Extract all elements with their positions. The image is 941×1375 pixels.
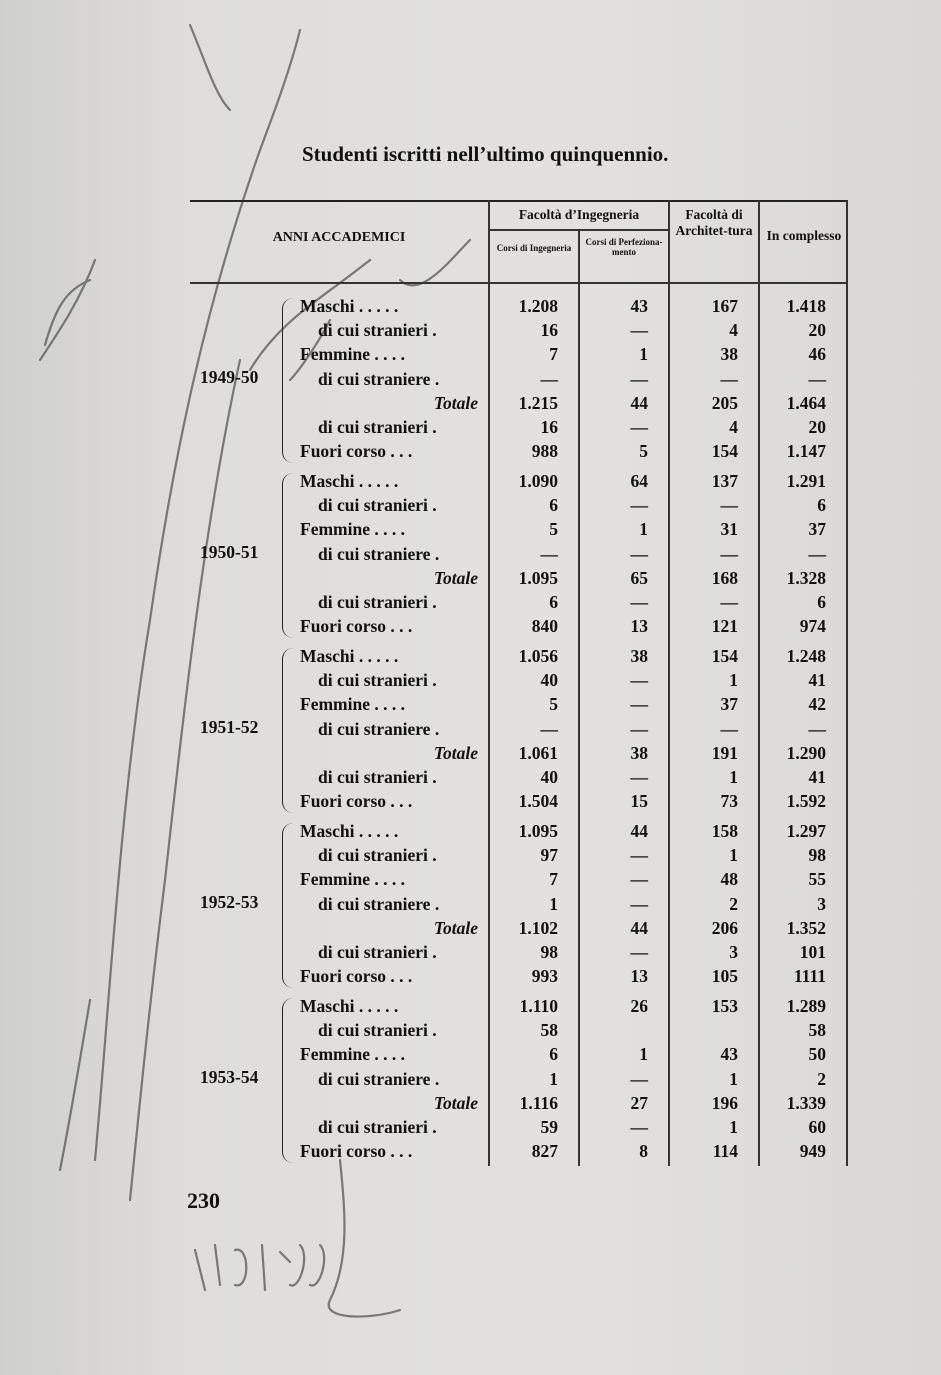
cell-c3: 73 — [720, 791, 738, 812]
cell-c1: 1.504 — [518, 791, 558, 812]
table-row — [0, 344, 941, 368]
cell-c2: 1 — [639, 1044, 648, 1065]
cell-c2: — — [630, 495, 648, 516]
row-label: di cui stranieri . — [318, 1020, 437, 1041]
row-label: Maschi . . . . . — [300, 471, 399, 491]
cell-c4: — — [808, 718, 826, 739]
cell-c3: 168 — [711, 567, 738, 588]
table-row — [0, 568, 941, 592]
cell-c2: — — [630, 718, 648, 739]
cell-c4: 1.339 — [786, 1092, 826, 1113]
table-row — [0, 942, 941, 966]
cell-c3: 1 — [729, 1068, 738, 1089]
table-row — [0, 743, 941, 767]
cell-c1: 16 — [540, 417, 558, 437]
cell-c4: 1.291 — [786, 471, 826, 491]
cell-c1: 98 — [540, 942, 558, 962]
row-label: Fuori corso . . . — [300, 1141, 413, 1162]
cell-c2: 26 — [630, 996, 648, 1016]
cell-c3: 1 — [729, 845, 738, 866]
cell-c1: 1.102 — [518, 917, 558, 938]
cell-c1: 1.110 — [519, 996, 558, 1016]
table-row — [0, 646, 941, 670]
table-row — [0, 966, 941, 990]
table-row — [0, 1117, 941, 1141]
cell-c4: 20 — [808, 320, 826, 341]
table-row — [0, 1093, 941, 1117]
table-row — [0, 1020, 941, 1044]
row-label: di cui stranieri . — [318, 767, 437, 787]
cell-c1: 7 — [549, 344, 558, 365]
cell-c4: — — [808, 543, 826, 564]
cell-c2: 1 — [639, 519, 648, 540]
cell-c4: 1.592 — [786, 791, 826, 812]
cell-c1: — — [540, 718, 558, 739]
cell-c3: 114 — [712, 1141, 738, 1162]
row-label: di cui straniere . — [318, 368, 440, 389]
row-label: Femmine . . . . — [300, 344, 405, 365]
row-label: Maschi . . . . . — [300, 646, 399, 666]
cell-c4: 37 — [808, 519, 826, 540]
row-label: Fuori corso . . . — [300, 966, 413, 987]
cell-c2: — — [630, 417, 648, 437]
row-label: Maschi . . . . . — [300, 821, 399, 841]
cell-c3: 48 — [720, 869, 738, 890]
cell-c4: 1.418 — [786, 296, 826, 316]
table-row — [0, 1066, 941, 1093]
table-row — [0, 366, 941, 393]
table-row — [0, 1141, 941, 1165]
table-row — [0, 845, 941, 869]
cell-c3: 4 — [729, 417, 738, 437]
cell-c3: 31 — [720, 519, 738, 540]
cell-c3: 2 — [729, 893, 738, 914]
cell-c1: 993 — [531, 966, 558, 987]
cell-c1: 1 — [549, 893, 558, 914]
row-label: di cui stranieri . — [318, 942, 437, 962]
cell-c3: 1 — [729, 767, 738, 787]
cell-c2: 43 — [630, 296, 648, 316]
table-row — [0, 616, 941, 640]
row-label: Totale — [433, 742, 478, 763]
cell-c4: 949 — [799, 1141, 826, 1162]
cell-c2: 8 — [639, 1141, 648, 1162]
cell-c4: 1111 — [793, 966, 826, 987]
cell-c2: — — [630, 694, 648, 715]
row-label: di cui straniere . — [318, 543, 440, 564]
cell-c2: — — [630, 592, 648, 612]
academic-year: 1953-54 — [200, 1066, 259, 1087]
cell-c1: 6 — [549, 1044, 558, 1065]
cell-c2: — — [630, 767, 648, 787]
row-label: Maschi . . . . . — [300, 996, 399, 1016]
cell-c4: 1.352 — [786, 917, 826, 938]
row-label: Totale — [433, 917, 478, 938]
cell-c1: 5 — [549, 519, 558, 540]
cell-c2: 65 — [630, 567, 648, 588]
cell-c4: 1.297 — [786, 821, 826, 841]
table-row — [0, 716, 941, 743]
table-row — [0, 869, 941, 893]
row-label: di cui straniere . — [318, 718, 440, 739]
row-label: Totale — [433, 567, 478, 588]
table-row — [0, 767, 941, 791]
cell-c3: 3 — [729, 942, 738, 962]
row-label: di cui stranieri . — [318, 670, 437, 691]
row-label: di cui stranieri . — [318, 320, 437, 341]
table-row — [0, 694, 941, 718]
cell-c1: 1.061 — [518, 742, 558, 763]
cell-c3: 1 — [729, 670, 738, 691]
table-row — [0, 791, 941, 815]
academic-year: 1951-52 — [200, 716, 259, 737]
cell-c1: 1.095 — [518, 821, 558, 841]
cell-c4: 6 — [817, 495, 826, 516]
cell-c1: 97 — [540, 845, 558, 866]
table-row — [0, 393, 941, 417]
cell-c2: — — [630, 543, 648, 564]
table-row — [0, 918, 941, 942]
cell-c1: 1.208 — [518, 296, 558, 316]
cell-c1: — — [540, 368, 558, 389]
row-label: Femmine . . . . — [300, 694, 405, 715]
cell-c4: 41 — [808, 767, 826, 787]
cell-c3: 196 — [711, 1092, 738, 1113]
cell-c3: 191 — [711, 742, 738, 763]
table-row — [0, 1044, 941, 1068]
cell-c1: 1 — [549, 1068, 558, 1089]
cell-c4: 60 — [808, 1117, 826, 1137]
cell-c2: — — [630, 942, 648, 962]
row-label: Fuori corso . . . — [300, 616, 413, 637]
cell-c2: 44 — [630, 392, 648, 413]
cell-c1: 40 — [540, 670, 558, 691]
row-label: di cui stranieri . — [318, 1117, 437, 1137]
cell-c3: 121 — [711, 616, 738, 637]
cell-c1: — — [540, 543, 558, 564]
cell-c3: 1 — [729, 1117, 738, 1137]
academic-year: 1952-53 — [200, 891, 259, 912]
table-row — [0, 471, 941, 495]
row-label: di cui stranieri . — [318, 495, 437, 516]
cell-c1: 6 — [549, 495, 558, 516]
cell-c2: — — [630, 670, 648, 691]
row-label: di cui straniere . — [318, 1068, 440, 1089]
cell-c3: 153 — [711, 996, 738, 1016]
table-row — [0, 296, 941, 320]
row-label: Fuori corso . . . — [300, 791, 413, 812]
cell-c2: 38 — [630, 742, 648, 763]
cell-c3: 43 — [720, 1044, 738, 1065]
row-label: di cui stranieri . — [318, 845, 437, 866]
row-label: Fuori corso . . . — [300, 441, 413, 462]
cell-c4: 20 — [808, 417, 826, 437]
cell-c2: 13 — [630, 966, 648, 987]
table-row — [0, 891, 941, 918]
row-label: Femmine . . . . — [300, 869, 405, 890]
cell-c4: — — [808, 368, 826, 389]
cell-c2: 13 — [630, 616, 648, 637]
cell-c1: 58 — [540, 1020, 558, 1041]
cell-c2: — — [630, 368, 648, 389]
table-row — [0, 996, 941, 1020]
header-corsi-perfezionamento: Corsi di Perfeziona-mento — [585, 237, 663, 258]
table-row — [0, 541, 941, 568]
row-label: di cui stranieri . — [318, 417, 437, 437]
row-label: Totale — [433, 392, 478, 413]
cell-c4: 1.328 — [786, 567, 826, 588]
cell-c1: 1.056 — [518, 646, 558, 666]
cell-c1: 6 — [549, 592, 558, 612]
cell-c4: 55 — [808, 869, 826, 890]
cell-c2: — — [630, 1068, 648, 1089]
cell-c4: 46 — [808, 344, 826, 365]
table-row — [0, 417, 941, 441]
cell-c1: 1.095 — [518, 567, 558, 588]
header-facolta-ingegneria: Facoltà d’Ingegneria — [518, 207, 640, 222]
cell-c3: — — [720, 592, 738, 612]
cell-c4: 3 — [817, 893, 826, 914]
academic-year: 1949-50 — [200, 366, 259, 387]
cell-c3: — — [720, 368, 738, 389]
cell-c1: 988 — [531, 441, 558, 462]
cell-c2: — — [630, 320, 648, 341]
cell-c1: 827 — [531, 1141, 558, 1162]
cell-c4: 98 — [808, 845, 826, 866]
cell-c3: 154 — [711, 646, 738, 666]
cell-c4: 1.464 — [786, 392, 826, 413]
cell-c2: — — [630, 869, 648, 890]
cell-c3: 38 — [720, 344, 738, 365]
cell-c2: — — [630, 845, 648, 866]
page-title: Studenti iscritti nell’ultimo quinquennio. — [302, 142, 669, 166]
cell-c2: 44 — [630, 821, 648, 841]
table-row — [0, 519, 941, 543]
cell-c4: 1.289 — [786, 996, 826, 1016]
cell-c4: 41 — [808, 670, 826, 691]
cell-c1: 40 — [540, 767, 558, 787]
header-anni-accademici: ANNI ACCADEMICI — [272, 230, 406, 245]
cell-c2: 64 — [630, 471, 648, 491]
cell-c3: 37 — [720, 694, 738, 715]
cell-c1: 1.215 — [518, 392, 558, 413]
cell-c3: 205 — [711, 392, 738, 413]
cell-c4: 58 — [808, 1020, 826, 1041]
table-row — [0, 670, 941, 694]
cell-c3: 4 — [729, 320, 738, 341]
cell-c4: 42 — [808, 694, 826, 715]
cell-c3: 167 — [711, 296, 738, 316]
table-row — [0, 495, 941, 519]
row-label: Femmine . . . . — [300, 519, 405, 540]
table-row — [0, 592, 941, 616]
header-in-complesso: In complesso — [766, 228, 842, 243]
table-top-rule — [190, 200, 847, 202]
cell-c1: 7 — [549, 869, 558, 890]
cell-c3: 137 — [711, 471, 738, 491]
cell-c2: 1 — [639, 344, 648, 365]
row-label: Maschi . . . . . — [300, 296, 399, 316]
cell-c4: 1.248 — [786, 646, 826, 666]
cell-c1: 59 — [540, 1117, 558, 1137]
cell-c1: 5 — [549, 694, 558, 715]
table-row — [0, 320, 941, 344]
cell-c2: — — [630, 893, 648, 914]
cell-c1: 16 — [540, 320, 558, 341]
cell-c4: 101 — [799, 942, 826, 962]
cell-c4: 6 — [817, 592, 826, 612]
cell-c3: 105 — [711, 966, 738, 987]
header-corsi-ingegneria: Corsi di Ingegneria — [496, 243, 572, 253]
cell-c2: 44 — [630, 917, 648, 938]
header-bottom-rule — [190, 282, 847, 284]
cell-c2: 15 — [630, 791, 648, 812]
cell-c2: 38 — [630, 646, 648, 666]
cell-c4: 1.147 — [786, 441, 826, 462]
row-label: Femmine . . . . — [300, 1044, 405, 1065]
cell-c3: — — [720, 495, 738, 516]
cell-c1: 1.090 — [518, 471, 558, 491]
row-label: Totale — [433, 1092, 478, 1113]
page-number: 230 — [187, 1188, 220, 1213]
row-label: di cui straniere . — [318, 893, 440, 914]
cell-c3: — — [720, 718, 738, 739]
cell-c3: — — [720, 543, 738, 564]
cell-c1: 1.116 — [519, 1092, 558, 1113]
cell-c3: 158 — [711, 821, 738, 841]
cell-c2: 27 — [630, 1092, 648, 1113]
cell-c3: 154 — [711, 441, 738, 462]
cell-c1: 840 — [531, 616, 558, 637]
table-row — [0, 441, 941, 465]
cell-c4: 974 — [799, 616, 826, 637]
table-row — [0, 821, 941, 845]
row-label: di cui stranieri . — [318, 592, 437, 612]
cell-c3: 206 — [711, 917, 738, 938]
cell-c4: 2 — [817, 1068, 826, 1089]
header-facolta-architettura: Facoltà di Architet-tura — [675, 207, 753, 238]
academic-year: 1950-51 — [200, 541, 259, 562]
cell-c4: 1.290 — [786, 742, 826, 763]
cell-c4: 50 — [808, 1044, 826, 1065]
cell-c2: — — [630, 1117, 648, 1137]
cell-c2: 5 — [639, 441, 648, 462]
